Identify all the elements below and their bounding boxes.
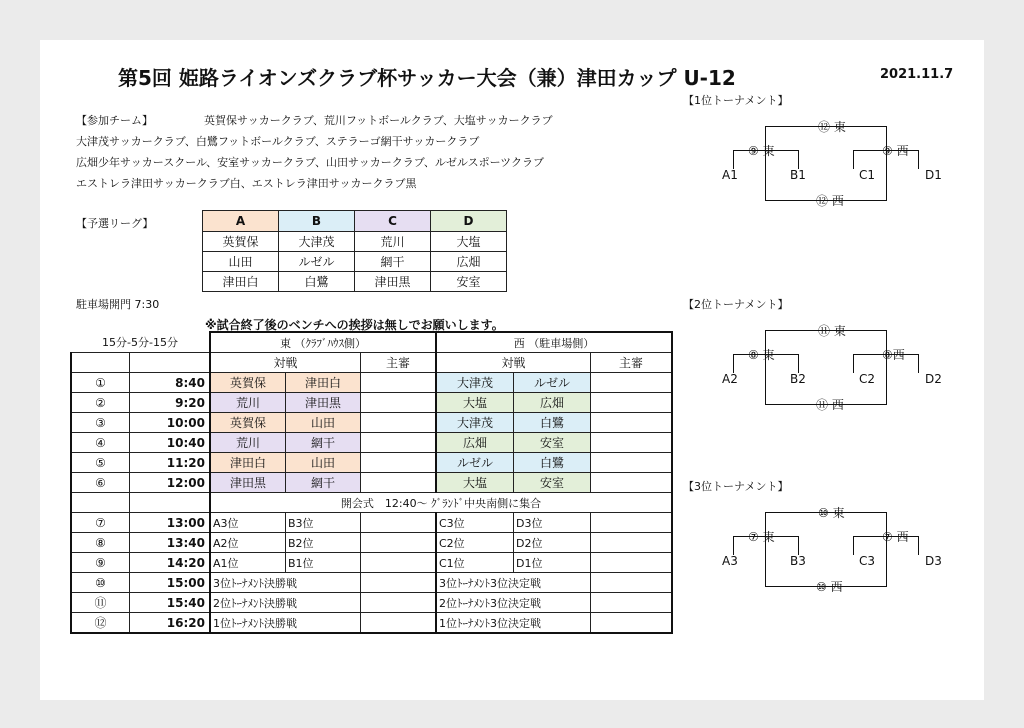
- semifinal-left-label: ⑧ 東: [748, 348, 775, 362]
- match-time: 11:20: [130, 453, 211, 473]
- west-team-1: C2位: [436, 533, 514, 553]
- seed-label: A2: [722, 372, 738, 386]
- match-row: [71, 513, 672, 533]
- east-team-1: 英賀保: [210, 373, 286, 393]
- schedule-subheader-row: [71, 353, 672, 373]
- west-team-2: D1位: [514, 553, 591, 573]
- west-match: 3位ﾄｰﾅﾒﾝﾄ3位決定戦: [436, 573, 591, 593]
- east-team-2: 網干: [286, 433, 361, 453]
- east-match-header: 対戦: [210, 353, 361, 373]
- group-header-b: B: [279, 211, 355, 232]
- group-cell: ルゼル: [279, 252, 355, 272]
- final-match-label: ⑪ 東: [818, 324, 846, 338]
- group-header-c: C: [355, 211, 431, 232]
- west-referee: [591, 393, 673, 413]
- east-referee: [361, 453, 437, 473]
- east-referee: [361, 533, 437, 553]
- east-match: 3位ﾄｰﾅﾒﾝﾄ決勝戦: [210, 573, 361, 593]
- group-cell: 広畑: [431, 252, 507, 272]
- match-number: ⑨: [71, 553, 130, 573]
- east-team-1: A1位: [210, 553, 286, 573]
- participants-heading: 【参加チーム】: [76, 114, 153, 127]
- match-number: ③: [71, 413, 130, 433]
- match-time: 12:00: [130, 473, 211, 493]
- east-team-1: 英賀保: [210, 413, 286, 433]
- match-row: [71, 433, 672, 453]
- east-header: 東 （ｸﾗﾌﾞﾊｳｽ側）: [210, 332, 436, 353]
- seed-label: C2: [859, 372, 876, 386]
- east-team-1: 津田白: [210, 453, 286, 473]
- match-row: [71, 413, 672, 433]
- seed-label: C3: [859, 554, 876, 568]
- match-row: [71, 373, 672, 393]
- participants-list: [76, 110, 553, 194]
- seed-label: D2: [925, 372, 942, 386]
- match-row: [71, 473, 672, 493]
- time-header: [130, 353, 211, 373]
- match-number: ⑤: [71, 453, 130, 473]
- match-time: 13:40: [130, 533, 211, 553]
- west-referee: [591, 453, 673, 473]
- opening-ceremony: 開会式 12:40～ ｸﾞﾗﾝﾄﾞ中央南側に集合: [210, 493, 672, 513]
- west-team-2: 広畑: [514, 393, 591, 413]
- west-team-1: 広畑: [436, 433, 514, 453]
- match-number: ⑩: [71, 573, 130, 593]
- seed-label: B1: [790, 168, 806, 182]
- west-team-2: 安室: [514, 433, 591, 453]
- prelim-heading: 【予選リーグ】: [76, 217, 154, 230]
- group-row: [203, 272, 507, 292]
- participants-line: 大津茂サッカークラブ、白鷺フットボールクラブ、ステラーゴ網干サッカークラブ: [76, 135, 480, 148]
- parking-info: 駐車場開門 7:30: [76, 298, 160, 311]
- match-number: ⑫: [71, 613, 130, 634]
- west-referee: [591, 413, 673, 433]
- match-time: 15:40: [130, 593, 211, 613]
- east-referee-header: 主審: [361, 353, 437, 373]
- third-place-match-label: ⑪ 西: [816, 398, 844, 412]
- group-header-a: A: [203, 211, 279, 232]
- third-place-match-label: ⑫ 西: [816, 194, 844, 208]
- notice-text: ※試合終了後のベンチへの挨拶は無しでお願いします。: [205, 318, 504, 332]
- west-referee: [591, 473, 673, 493]
- west-team-1: 大津茂: [436, 373, 514, 393]
- group-cell: 津田黒: [355, 272, 431, 292]
- east-team-1: A2位: [210, 533, 286, 553]
- east-referee: [361, 613, 437, 634]
- match-row: [71, 533, 672, 553]
- schedule-header-row: [71, 332, 672, 353]
- match-row: [71, 593, 672, 613]
- participants-line: エストレラ津田サッカークラブ白、エストレラ津田サッカークラブ黒: [76, 177, 417, 190]
- group-row: [203, 252, 507, 272]
- match-time: 14:20: [130, 553, 211, 573]
- semifinal-right-label: ⑧西: [882, 348, 905, 362]
- final-match-label: ⑫ 東: [818, 120, 846, 134]
- match-number: ⑥: [71, 473, 130, 493]
- match-number: ②: [71, 393, 130, 413]
- east-referee: [361, 373, 437, 393]
- east-referee: [361, 573, 437, 593]
- ceremony-row: [71, 493, 672, 513]
- semifinal-right-label: ⑦ 西: [882, 530, 909, 544]
- east-team-2: B1位: [286, 553, 361, 573]
- group-cell: 大津茂: [279, 232, 355, 252]
- east-referee: [361, 593, 437, 613]
- west-referee: [591, 373, 673, 393]
- participants-line: 英賀保サッカークラブ、荒川フットボールクラブ、大塩サッカークラブ: [204, 114, 553, 127]
- west-referee: [591, 553, 673, 573]
- match-time: 8:40: [130, 373, 211, 393]
- bracket-title: 【3位トーナメント】: [683, 480, 789, 493]
- east-team-1: A3位: [210, 513, 286, 533]
- east-referee: [361, 513, 437, 533]
- west-referee: [591, 573, 673, 593]
- group-header-d: D: [431, 211, 507, 232]
- east-team-2: 山田: [286, 413, 361, 433]
- final-match-label: ⑩ 東: [818, 506, 845, 520]
- match-number: ④: [71, 433, 130, 453]
- west-team-2: 白鷺: [514, 453, 591, 473]
- match-time: 9:20: [130, 393, 211, 413]
- group-row: [203, 232, 507, 252]
- east-referee: [361, 413, 437, 433]
- west-referee: [591, 593, 673, 613]
- group-header-row: [203, 211, 507, 232]
- group-cell: 安室: [431, 272, 507, 292]
- west-team-1: C3位: [436, 513, 514, 533]
- match-row: [71, 553, 672, 573]
- match-number: ①: [71, 373, 130, 393]
- west-team-2: D3位: [514, 513, 591, 533]
- east-team-2: B2位: [286, 533, 361, 553]
- east-team-2: B3位: [286, 513, 361, 533]
- group-cell: 大塩: [431, 232, 507, 252]
- page-title: 第5回 姫路ライオンズクラブ杯サッカー大会（兼）津田カップ U-12: [118, 66, 736, 90]
- group-cell: 山田: [203, 252, 279, 272]
- match-schedule-table: [70, 331, 673, 634]
- seed-label: D1: [925, 168, 942, 182]
- match-row: [71, 453, 672, 473]
- participants-line: 広畑少年サッカースクール、安室サッカークラブ、山田サッカークラブ、ルゼルスポーツクラブ: [76, 156, 545, 169]
- east-referee: [361, 433, 437, 453]
- west-team-2: 安室: [514, 473, 591, 493]
- bracket-title: 【1位トーナメント】: [683, 94, 789, 107]
- west-team-2: 白鷺: [514, 413, 591, 433]
- east-referee: [361, 473, 437, 493]
- tournament-bracket: [720, 310, 950, 420]
- west-team-1: C1位: [436, 553, 514, 573]
- west-match-header: 対戦: [436, 353, 591, 373]
- east-team-2: 津田白: [286, 373, 361, 393]
- west-team-1: 大塩: [436, 473, 514, 493]
- match-number: ⑧: [71, 533, 130, 553]
- west-match: 1位ﾄｰﾅﾒﾝﾄ3位決定戦: [436, 613, 591, 634]
- match-row: [71, 393, 672, 413]
- seed-label: B3: [790, 554, 806, 568]
- group-cell: 網干: [355, 252, 431, 272]
- match-period: 15分-5分-15分: [71, 332, 210, 353]
- document-date: 2021.11.7: [880, 67, 954, 82]
- tournament-bracket: [720, 106, 950, 216]
- east-team-2: 津田黒: [286, 393, 361, 413]
- west-team-1: ルゼル: [436, 453, 514, 473]
- seed-label: A3: [722, 554, 738, 568]
- seed-label: A1: [722, 168, 738, 182]
- east-team-2: 山田: [286, 453, 361, 473]
- bracket-title: 【2位トーナメント】: [683, 298, 789, 311]
- west-team-2: D2位: [514, 533, 591, 553]
- west-referee-header: 主審: [591, 353, 673, 373]
- west-match: 2位ﾄｰﾅﾒﾝﾄ3位決定戦: [436, 593, 591, 613]
- semifinal-left-label: ⑨ 東: [748, 144, 775, 158]
- west-header: 西 （駐車場側）: [436, 332, 672, 353]
- east-team-1: 荒川: [210, 433, 286, 453]
- semifinal-left-label: ⑦ 東: [748, 530, 775, 544]
- match-time: 15:00: [130, 573, 211, 593]
- west-referee: [591, 433, 673, 453]
- seed-label: D3: [925, 554, 942, 568]
- third-place-match-label: ⑩ 西: [816, 580, 843, 594]
- match-time: 13:00: [130, 513, 211, 533]
- west-referee: [591, 513, 673, 533]
- match-time: 16:20: [130, 613, 211, 634]
- east-referee: [361, 393, 437, 413]
- group-cell: 津田白: [203, 272, 279, 292]
- group-table: [202, 210, 507, 292]
- match-number: ⑪: [71, 593, 130, 613]
- west-referee: [591, 613, 673, 634]
- west-referee: [591, 533, 673, 553]
- west-team-1: 大塩: [436, 393, 514, 413]
- east-team-2: 網干: [286, 473, 361, 493]
- west-team-2: ルゼル: [514, 373, 591, 393]
- east-team-1: 津田黒: [210, 473, 286, 493]
- seed-label: C1: [859, 168, 876, 182]
- number-header: [71, 353, 130, 373]
- tournament-bracket: [720, 492, 950, 602]
- match-row: [71, 573, 672, 593]
- match-number: ⑦: [71, 513, 130, 533]
- east-referee: [361, 553, 437, 573]
- match-row: [71, 613, 672, 634]
- east-match: 1位ﾄｰﾅﾒﾝﾄ決勝戦: [210, 613, 361, 634]
- east-team-1: 荒川: [210, 393, 286, 413]
- match-time: 10:00: [130, 413, 211, 433]
- match-time: 10:40: [130, 433, 211, 453]
- semifinal-right-label: ⑨ 西: [882, 144, 909, 158]
- group-cell: 英賀保: [203, 232, 279, 252]
- east-match: 2位ﾄｰﾅﾒﾝﾄ決勝戦: [210, 593, 361, 613]
- group-cell: 白鷺: [279, 272, 355, 292]
- seed-label: B2: [790, 372, 806, 386]
- west-team-1: 大津茂: [436, 413, 514, 433]
- group-cell: 荒川: [355, 232, 431, 252]
